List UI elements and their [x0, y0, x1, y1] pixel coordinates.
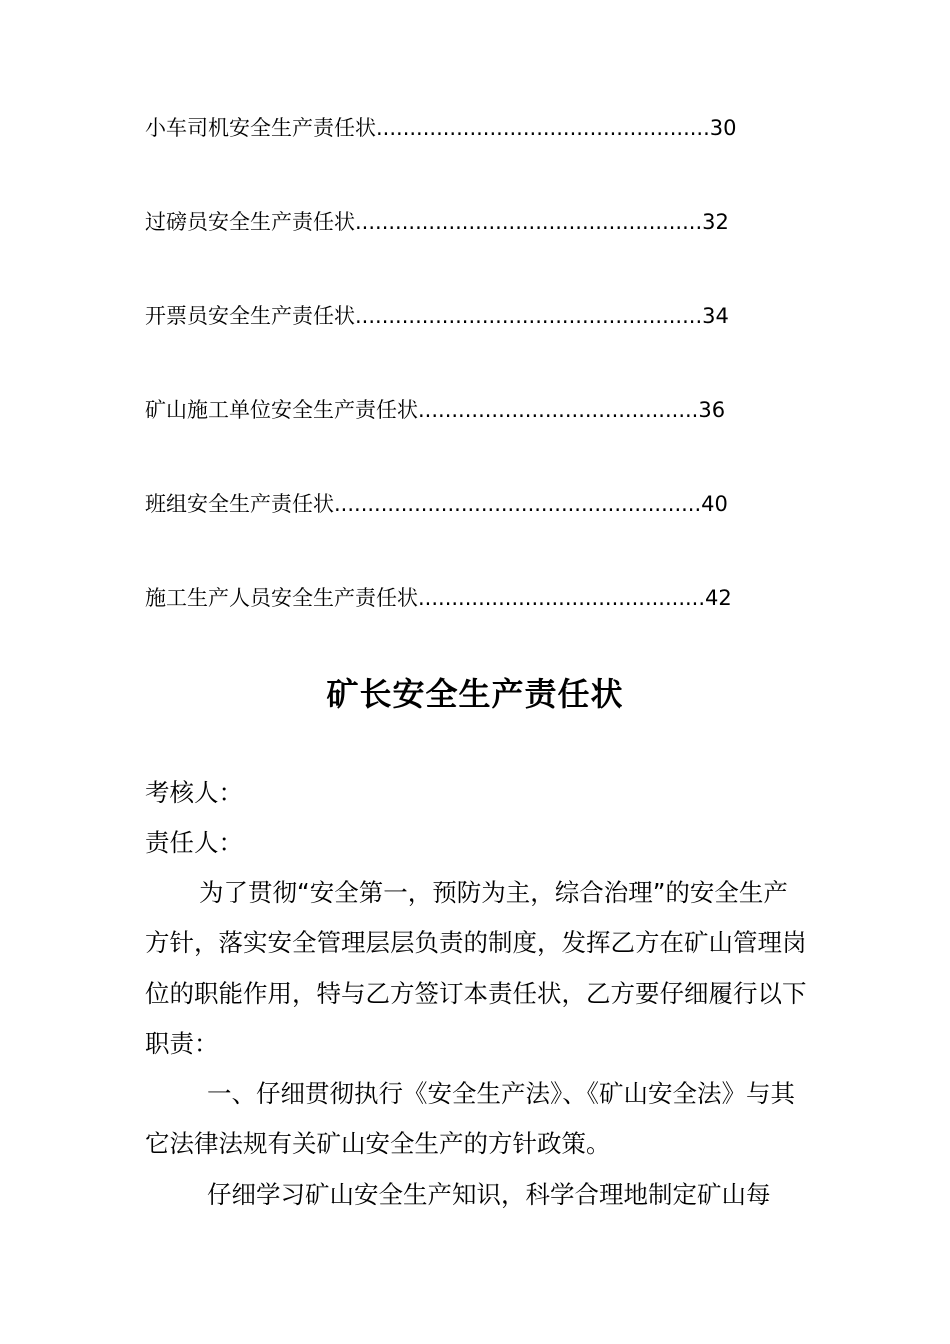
responsible-label: 责任人： — [145, 828, 243, 857]
document-title: 矿长安全生产责任状 — [326, 675, 624, 713]
toc-entry[interactable] — [145, 584, 732, 612]
toc-entry-label: 过磅员安全生产责任状 — [145, 210, 355, 234]
toc-leader-dots: ........................................... — [418, 586, 706, 610]
toc-entry[interactable] — [145, 396, 725, 424]
toc-page-number: 30 — [709, 116, 737, 140]
toc-page-number: 36 — [698, 398, 726, 422]
toc-page-number: 34 — [702, 304, 729, 328]
toc-leader-dots: ....................................................... — [334, 492, 702, 516]
toc-page-number: 32 — [702, 210, 729, 234]
intro-paragraph: 为了贯彻“安全第一，预防为主，综合治理”的安全生产方针，落实安全管理层层负责的制度，发挥乙方在矿山管理岗位的职能作用，特与乙方签订本责任状，乙方要仔细履行以下职责： — [145, 878, 807, 1058]
toc-page-number: 42 — [705, 586, 732, 610]
toc-entry[interactable] — [145, 490, 728, 518]
toc-entry-label: 矿山施工单位安全生产责任状 — [145, 398, 418, 422]
toc-leader-dots: .................................................... — [355, 304, 703, 328]
toc-entry[interactable] — [145, 302, 729, 330]
toc-entry-label: 班组安全生产责任状 — [145, 492, 334, 516]
toc-page-number: 40 — [701, 492, 728, 516]
toc-leader-dots: .................................................... — [355, 210, 703, 234]
clause-2-paragraph: 仔细学习矿山安全生产知识，科学合理地制定矿山每 — [207, 1180, 771, 1209]
clause-1-paragraph: 一、仔细贯彻执行《安全生产法》、《矿山安全法》与其它法律法规有关矿山安全生产的方针政策。 — [145, 1079, 795, 1159]
toc-entry[interactable] — [145, 208, 729, 236]
toc-entry-label: 小车司机安全生产责任状 — [145, 116, 376, 140]
toc-entry[interactable] — [145, 114, 737, 142]
toc-leader-dots: .......................................... — [418, 398, 699, 422]
toc-leader-dots: .................................................. — [376, 116, 710, 140]
toc-entry-label: 施工生产人员安全生产责任状 — [145, 586, 418, 610]
examiner-label: 考核人： — [145, 778, 243, 807]
toc-entry-label: 开票员安全生产责任状 — [145, 304, 355, 328]
